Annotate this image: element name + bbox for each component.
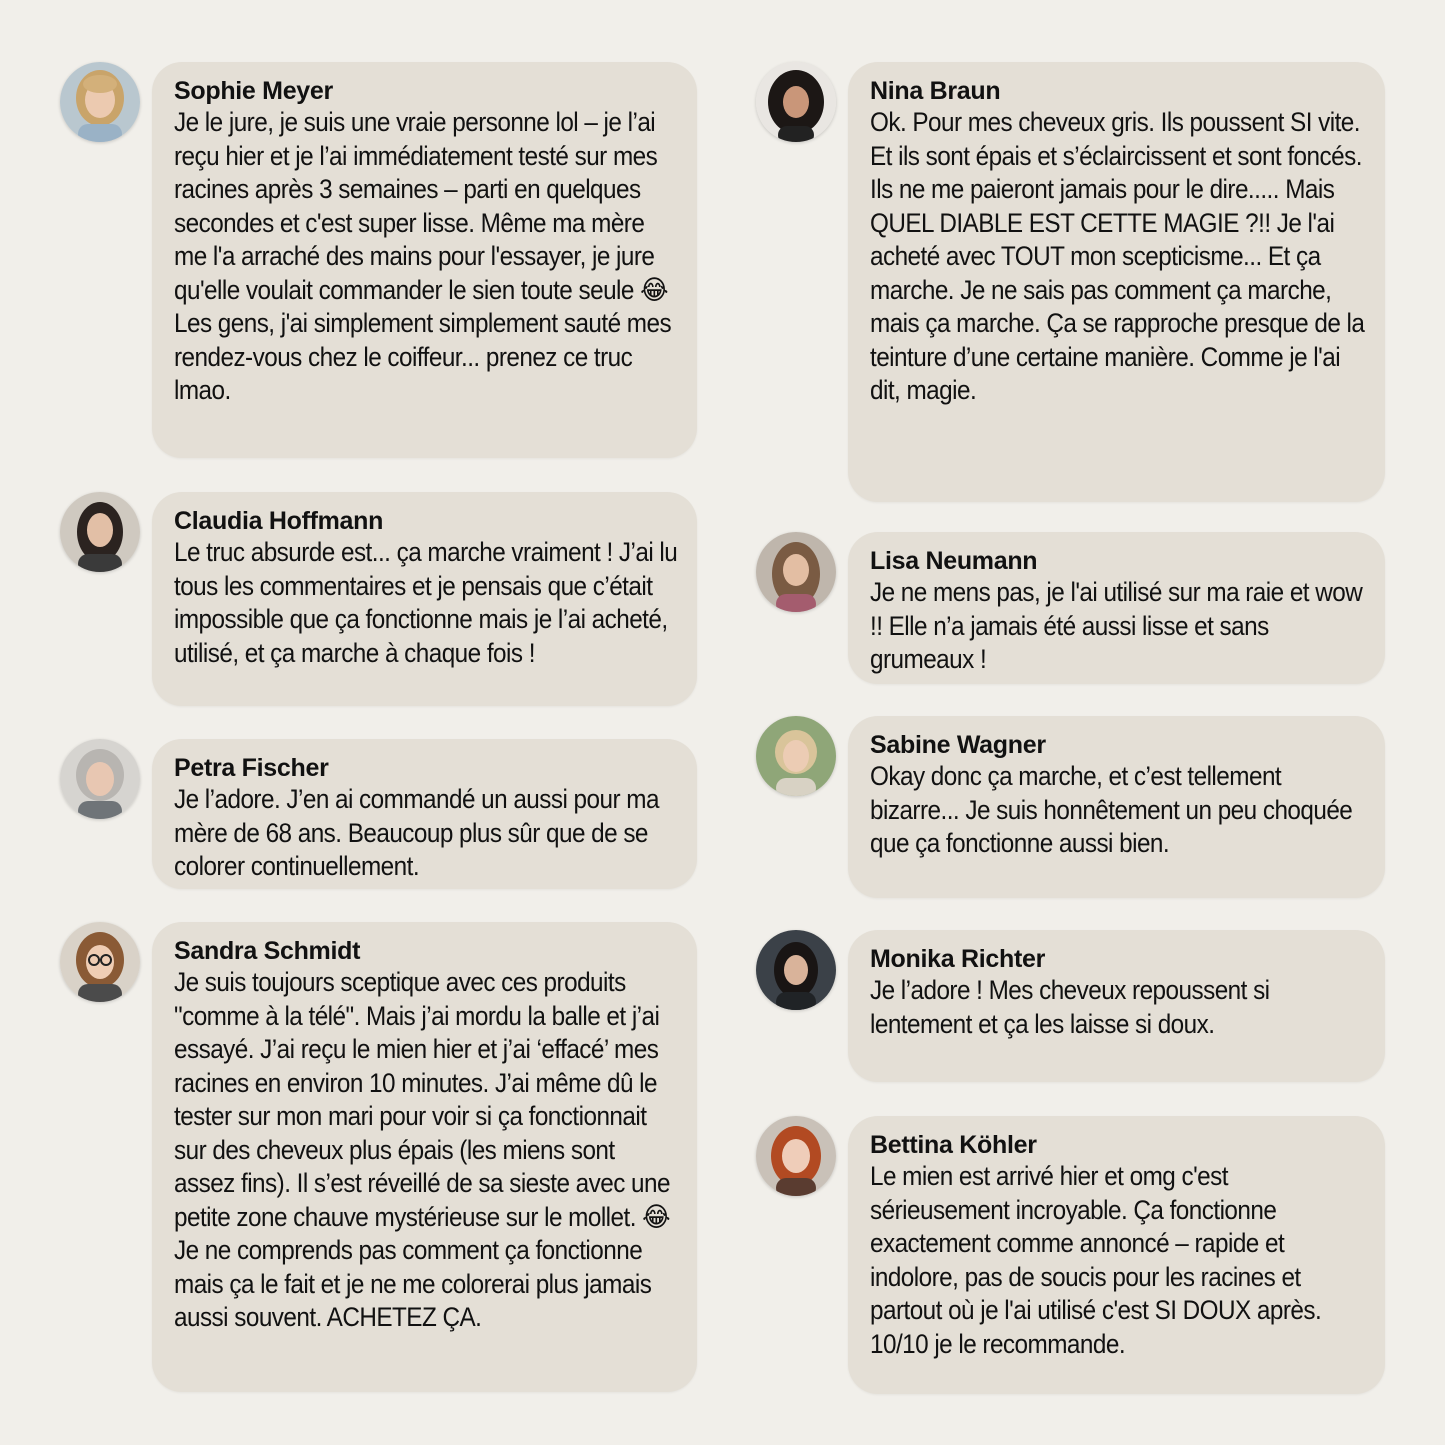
- avatar-red-hair[interactable]: [756, 1116, 836, 1196]
- commenter-name[interactable]: Sophie Meyer: [174, 77, 333, 105]
- comment-text: Je ne mens pas, je l'ai utilisé sur ma raie et wow !! Elle n’a jamais été aussi lisse et sans grumeaux !: [870, 577, 1363, 674]
- comment-bubble: [848, 62, 1385, 502]
- comment-bubble: [848, 716, 1385, 898]
- avatar-blonde[interactable]: [60, 62, 140, 142]
- avatar-dark-hair[interactable]: [60, 492, 140, 572]
- comment-bubble: [152, 922, 697, 1392]
- commenter-name[interactable]: Petra Fischer: [174, 754, 329, 782]
- commenter-name[interactable]: Lisa Neumann: [870, 547, 1038, 575]
- comment-text: Ok. Pour mes cheveux gris. Ils poussent SI vite. Et ils sont épais et s’éclaircissent et sont foncés. Ils ne me paieront jamais pour le dire..... Mais QUEL DIABLE EST CETTE MAGIE ?!! Je l'ai acheté avec TOUT mon scepticisme... Et ça marche. Je ne sais pas comment ça marche, mais ça marche. Ça se rapproche presque de la teinture d’une certaine manière. Comme je l'ai dit, magie.: [870, 107, 1365, 405]
- comment-text: Je l’adore. J’en ai commandé un aussi pour ma mère de 68 ans. Beaucoup plus sûr que de se colorer continuellement.: [174, 784, 659, 881]
- comment-bubble: [152, 739, 697, 889]
- comment-text: Le truc absurde est... ça marche vraiment ! J’ai lu tous les commentaires et je pensais que c’était impossible que ça fonctionne mais je l’ai acheté, utilisé, et ça marche à chaque fois !: [174, 537, 678, 668]
- comment-bubble: [848, 1116, 1385, 1394]
- avatar-blonde-bob[interactable]: [756, 716, 836, 796]
- avatar-curly-dark[interactable]: [756, 62, 836, 142]
- avatar-dark-car[interactable]: [756, 930, 836, 1010]
- commenter-name[interactable]: Claudia Hoffmann: [174, 507, 384, 535]
- commenter-name[interactable]: Nina Braun: [870, 77, 1001, 105]
- comment-bubble: [152, 492, 697, 706]
- comment-text: Le mien est arrivé hier et omg c'est sérieusement incroyable. Ça fonctionne exactement comme annoncé – rapide et indolore, pas de soucis pour les racines et partout où je l'ai utilisé c'est SI DOUX après. 10/10 je le recommande.: [870, 1161, 1322, 1359]
- comment-text: Okay donc ça marche, et c’est tellement bizarre... Je suis honnêtement un peu choquée que ça fonctionne aussi bien.: [870, 761, 1353, 858]
- commenter-name[interactable]: Sabine Wagner: [870, 731, 1046, 759]
- comment-bubble: [848, 930, 1385, 1082]
- commenter-name[interactable]: Sandra Schmidt: [174, 937, 361, 965]
- avatar-grey-hair[interactable]: [60, 739, 140, 819]
- comment-text: Je l’adore ! Mes cheveux repoussent si lentement et ça les laisse si doux.: [870, 975, 1270, 1039]
- comment-text: Je suis toujours sceptique avec ces produits "comme à la télé". Mais j’ai mordu la balle et j’ai essayé. J’ai reçu le mien hier et j’ai ‘effacé’ mes racines en environ 10 minutes. J’ai même dû le tester sur mon mari pour voir si ça fonctionnait sur des cheveux plus épais (les miens sont assez fins). Il s’est réveillé de sa sieste avec une petite zone chauve mystérieuse sur le mollet. 😂 Je ne comprends pas comment ça fonctionne mais ça le fait et je ne me colorerai plus jamais aussi souvent. ACHETEZ ÇA.: [174, 967, 671, 1332]
- comment-bubble: [848, 532, 1385, 684]
- avatar-long-brown[interactable]: [756, 532, 836, 612]
- commenter-name[interactable]: Monika Richter: [870, 945, 1045, 973]
- commenter-name[interactable]: Bettina Köhler: [870, 1131, 1037, 1159]
- avatar-glasses[interactable]: [60, 922, 140, 1002]
- comment-text: Je le jure, je suis une vraie personne lol – je l’ai reçu hier et je l’ai immédiatement testé sur mes racines après 3 semaines – parti en quelques secondes et c'est super lisse. Même ma mère me l'a arraché des mains pour l'essayer, je jure qu'elle voulait commander le sien toute seule 😂 Les gens, j'ai simplement simplement sauté mes rendez-vous chez le coiffeur... prenez ce truc lmao.: [174, 107, 672, 405]
- comment-bubble: [152, 62, 697, 458]
